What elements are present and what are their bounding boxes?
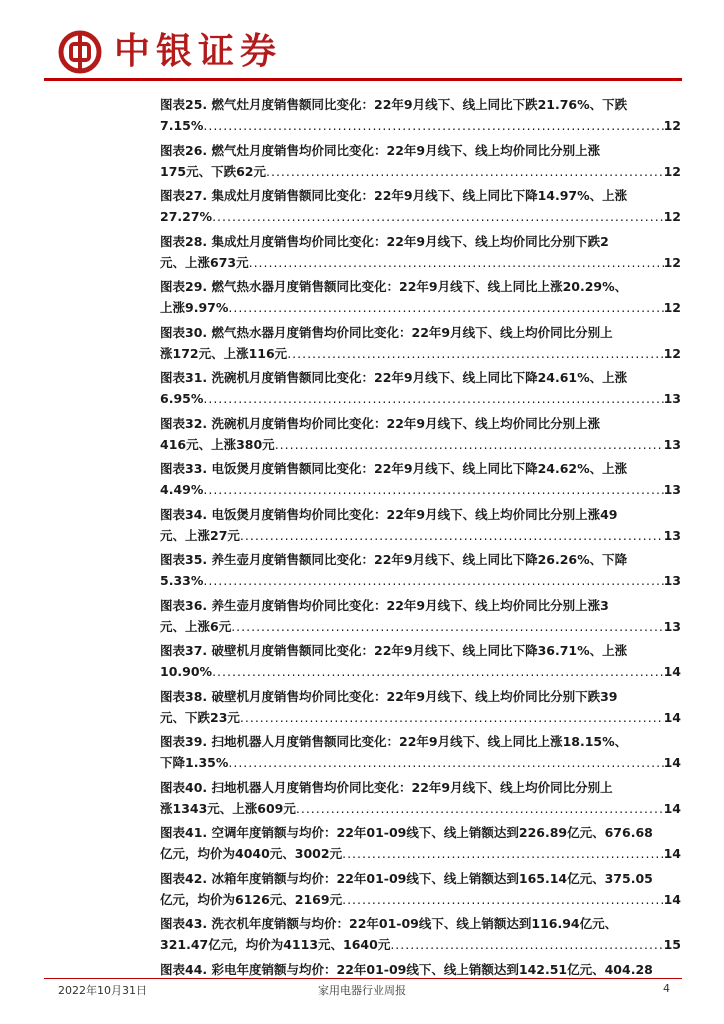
toc-entry-title: 图表39. 扫地机器人月度销售额同比变化：22年9月线下、线上同比上涨18.15%、 — [160, 734, 628, 749]
toc-entry-title-continued: 下降1.35% — [160, 755, 229, 770]
toc-entry[interactable] — [160, 686, 681, 728]
toc-entry[interactable] — [160, 913, 681, 955]
toc-leader-dots — [342, 843, 664, 864]
toc-page-number: 14 — [663, 800, 681, 816]
toc-leader-dots — [390, 934, 663, 955]
toc-entry-title-continued: 27.27% — [160, 209, 213, 224]
toc-entry-title-continued: 亿元，均价为6126元、2169元 — [160, 891, 343, 907]
toc-entry[interactable] — [160, 549, 681, 591]
toc-entry-title: 图表36. 养生壶月度销售均价同比变化：22年9月线下、线上均价同比分别上涨3 — [160, 597, 609, 613]
toc-entry-title-continued: 321.47亿元，均价为4113元、1640元 — [160, 937, 391, 952]
toc-entry-title: 图表25. 燃气灶月度销售额同比变化：22年9月线下、线上同比下跌21.76%、下跌 — [160, 97, 628, 112]
toc-entry-title-continued: 元、上涨673元 — [160, 254, 249, 270]
toc-entry[interactable] — [160, 458, 681, 500]
toc-entry[interactable] — [160, 868, 681, 910]
toc-entry-title-continued: 元、下跌23元 — [160, 709, 240, 725]
toc-entry-title: 图表35. 养生壶月度销售额同比变化：22年9月线下、线上同比下降26.26%、下降 — [160, 552, 628, 567]
toc-entry[interactable] — [160, 276, 681, 318]
toc-entry-title: 图表40. 扫地机器人月度销售均价同比变化：22年9月线下、线上均价同比分别上 — [160, 779, 613, 795]
toc-entry-title-continued: 5.33% — [160, 573, 204, 588]
toc-entry-title: 图表41. 空调年度销额与均价：22年01-09线下、线上销额达到226.89亿元、676.68 — [160, 825, 653, 840]
toc-page-number: 14 — [663, 846, 681, 861]
brand-name: 中银证券 — [114, 31, 283, 72]
footer-page-number: 4 — [663, 982, 670, 995]
toc-entry[interactable] — [160, 640, 681, 682]
toc-leader-dots — [203, 479, 663, 500]
toc-leader-dots — [212, 206, 664, 227]
toc-entry-title: 图表31. 洗碗机月度销售额同比变化：22年9月线下、线上同比下降24.61%、上涨 — [160, 370, 628, 385]
toc-entry[interactable] — [160, 185, 681, 227]
toc-leader-dots — [266, 161, 664, 182]
toc-leader-dots — [342, 889, 664, 910]
toc-entry-title: 图表29. 燃气热水器月度销售额同比变化：22年9月线下、线上同比上涨20.29%、 — [160, 279, 628, 294]
toc-entry[interactable] — [160, 367, 681, 409]
bank-of-china-logo-icon — [58, 30, 102, 74]
toc-entry-title: 图表32. 洗碗机月度销售均价同比变化：22年9月线下、线上均价同比分别上涨 — [160, 415, 601, 431]
toc-page-number: 12 — [663, 163, 681, 179]
footer-divider — [44, 978, 682, 979]
toc-entry[interactable] — [160, 822, 681, 864]
toc-entry-title: 图表33. 电饭煲月度销售额同比变化：22年9月线下、线上同比下降24.62%、上涨 — [160, 461, 628, 476]
page-header — [0, 0, 724, 88]
toc-page-number: 14 — [663, 664, 681, 679]
toc-page-number: 14 — [663, 709, 681, 725]
toc-entry-title: 图表44. 彩电年度销额与均价：22年01-09线下、线上销额达到142.51亿元、404.28 — [160, 961, 653, 977]
toc-leader-dots — [231, 616, 663, 637]
toc-entry[interactable] — [160, 777, 681, 819]
footer-report-title: 家用电器行业周报 — [318, 984, 406, 997]
toc-leader-dots — [203, 115, 663, 136]
toc-leader-dots — [228, 297, 663, 318]
toc-page-number: 14 — [663, 891, 681, 907]
toc-entry[interactable] — [160, 322, 681, 364]
toc-page-number: 12 — [663, 345, 681, 361]
toc-page-number: 12 — [663, 118, 681, 133]
toc-entry[interactable] — [160, 731, 681, 773]
toc-page-number: 15 — [663, 937, 681, 952]
toc-entry-title-continued: 涨172元、上涨116元 — [160, 345, 288, 361]
toc-page-number: 13 — [663, 573, 681, 588]
toc-leader-dots — [249, 252, 664, 273]
toc-entry-title: 图表38. 破壁机月度销售均价同比变化：22年9月线下、线上均价同比分别下跌39 — [160, 688, 618, 704]
toc-page-number: 12 — [663, 254, 681, 270]
toc-entry-title-continued: 涨1343元、上涨609元 — [160, 800, 296, 816]
toc-page-number: 13 — [663, 527, 681, 543]
toc-entry-title-continued: 元、上涨27元 — [160, 527, 240, 543]
toc-entry-title-continued: 元、上涨6元 — [160, 618, 232, 634]
toc-page-number: 12 — [663, 209, 681, 224]
toc-entry-title: 图表27. 集成灶月度销售额同比变化：22年9月线下、线上同比下降14.97%、上涨 — [160, 188, 628, 203]
toc-entry[interactable] — [160, 959, 681, 980]
toc-entry-title-continued: 7.15% — [160, 118, 204, 133]
toc-leader-dots — [228, 752, 663, 773]
toc-entry-title: 图表28. 集成灶月度销售均价同比变化：22年9月线下、线上均价同比分别下跌2 — [160, 233, 609, 249]
toc-entry-title: 图表26. 燃气灶月度销售均价同比变化：22年9月线下、线上均价同比分别上涨 — [160, 142, 601, 158]
toc-entry-title: 图表34. 电饭煲月度销售均价同比变化：22年9月线下、线上均价同比分别上涨49 — [160, 506, 618, 522]
toc-leader-dots — [287, 343, 663, 364]
toc-leader-dots — [240, 525, 664, 546]
footer-date: 2022年10月31日 — [58, 984, 147, 997]
toc-page-number: 13 — [663, 391, 681, 406]
toc-entry-title-continued: 10.90% — [160, 664, 213, 679]
toc-page-number: 13 — [663, 436, 681, 452]
toc-leader-dots — [212, 661, 664, 682]
toc-entry[interactable] — [160, 504, 681, 546]
toc-entry-title: 图表42. 冰箱年度销额与均价：22年01-09线下、线上销额达到165.14亿元、375.05 — [160, 870, 653, 886]
toc-entry-title-continued: 175元、下跌62元 — [160, 163, 266, 179]
toc-entry-title: 图表43. 洗衣机年度销额与均价：22年01-09线下、线上销额达到116.94亿元、 — [160, 916, 618, 931]
toc-page-number: 13 — [663, 482, 681, 497]
toc-entry-title-continued: 上涨9.97% — [160, 300, 229, 315]
header-divider — [44, 78, 682, 81]
toc-leader-dots — [296, 798, 664, 819]
toc-leader-dots — [240, 707, 664, 728]
toc-entry-title: 图表30. 燃气热水器月度销售均价同比变化：22年9月线下、线上均价同比分别上 — [160, 324, 613, 340]
toc-entry-title-continued: 亿元，均价为4040元、3002元 — [160, 846, 343, 861]
toc-entry[interactable] — [160, 94, 681, 136]
toc-entry[interactable] — [160, 231, 681, 273]
toc-page-number: 14 — [663, 755, 681, 770]
toc-entry[interactable] — [160, 140, 681, 182]
toc-entry-title: 图表37. 破壁机月度销售额同比变化：22年9月线下、线上同比下降36.71%、上涨 — [160, 643, 628, 658]
toc-entry-title-continued: 6.95% — [160, 391, 204, 406]
toc-leader-dots — [203, 570, 663, 591]
toc-entry-title-continued: 416元、上涨380元 — [160, 436, 275, 452]
toc-leader-dots — [275, 434, 664, 455]
toc-page-number: 13 — [663, 618, 681, 634]
toc-entry[interactable] — [160, 413, 681, 455]
toc-page-number: 12 — [663, 300, 681, 315]
toc-entry[interactable] — [160, 595, 681, 637]
toc-entry-title-continued: 4.49% — [160, 482, 204, 497]
toc-leader-dots — [203, 388, 663, 409]
table-of-figures — [160, 94, 681, 983]
